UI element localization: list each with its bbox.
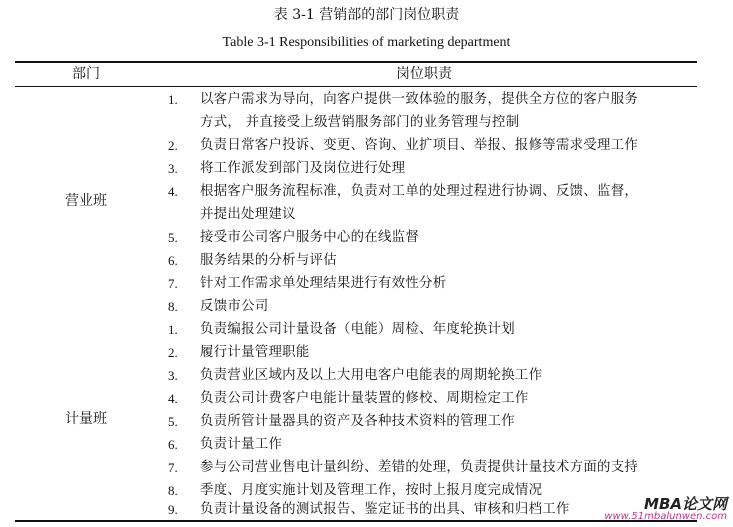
item-text: 负责公司计费客户电能计量装置的修校、周期检定工作 [200, 391, 529, 406]
item-text: 负责计量工作 [200, 437, 283, 452]
watermark-title: MBA论文网 [644, 495, 727, 513]
item-text: 接受市公司客户服务中心的在线监督 [200, 230, 420, 245]
table-top-rule [15, 61, 697, 63]
item-number: 7. [168, 460, 178, 475]
item-number: 1. [168, 322, 178, 337]
item-text: 根据客户服务流程标准，负责对工单的处理过程进行协调、反馈、监督， [200, 184, 639, 199]
item-number: 1. [168, 92, 178, 107]
item-text: 负责日常客户投诉、变更、咨询、业扩项目、举报、报修等需求受理工作 [200, 138, 639, 153]
item-number: 3. [168, 161, 178, 176]
item-number: 2. [168, 138, 178, 153]
item-text-continued: 方式， 并直接受上级营销服务部门的业务管理与控制 [200, 115, 520, 130]
item-number: 9. [168, 502, 178, 517]
department-name: 计量班 [65, 411, 107, 427]
item-text: 季度、月度实施计划及管理工作，按时上报月度完成情况 [200, 483, 543, 498]
item-number: 7. [168, 276, 178, 291]
column-header-responsibilities: 岗位职责 [396, 66, 452, 82]
item-number: 6. [168, 253, 178, 268]
table-header-rule [15, 86, 697, 87]
item-number: 8. [168, 483, 178, 498]
item-number: 5. [168, 414, 178, 429]
item-number: 2. [168, 345, 178, 360]
item-number: 4. [168, 391, 178, 406]
item-text-continued: 并提出处理建议 [200, 207, 296, 222]
item-number: 8. [168, 299, 178, 314]
item-text: 针对工作需求单处理结果进行有效性分析 [200, 276, 447, 291]
item-text: 参与公司营业售电计量纠纷、差错的处理，负责提供计量技术方面的支持 [200, 460, 639, 475]
table-caption-english: Table 3-1 Responsibilities of marketing department [222, 35, 511, 50]
item-number: 3. [168, 368, 178, 383]
item-text: 反馈市公司 [200, 299, 269, 314]
watermark-logo [589, 497, 729, 525]
item-text: 负责编报公司计量设备（电能）周检、年度轮换计划 [200, 322, 515, 337]
item-text: 负责营业区域内及以上大用电客户电能表的周期轮换工作 [200, 368, 543, 383]
table-caption-chinese: 表 3-1 营销部的部门岗位职责 [273, 7, 460, 23]
department-name: 营业班 [65, 193, 107, 209]
item-text: 负责计量设备的测试报告、鉴定证书的出具、审核和归档工作 [200, 502, 570, 517]
item-text: 负责所管计量器具的资产及各种技术资料的管理工作 [200, 414, 515, 429]
item-number: 6. [168, 437, 178, 452]
item-text: 将工作派发到部门及岗位进行处理 [200, 161, 406, 176]
watermark-url: www.51mbalunwen.com [604, 511, 727, 522]
item-text: 以客户需求为导向，向客户提供一致体验的服务，提供全方位的客户服务 [200, 92, 639, 107]
item-number: 4. [168, 184, 178, 199]
item-number: 5. [168, 230, 178, 245]
item-text: 履行计量管理职能 [200, 345, 310, 360]
item-text: 服务结果的分析与评估 [200, 253, 337, 268]
column-header-department: 部门 [72, 66, 100, 82]
